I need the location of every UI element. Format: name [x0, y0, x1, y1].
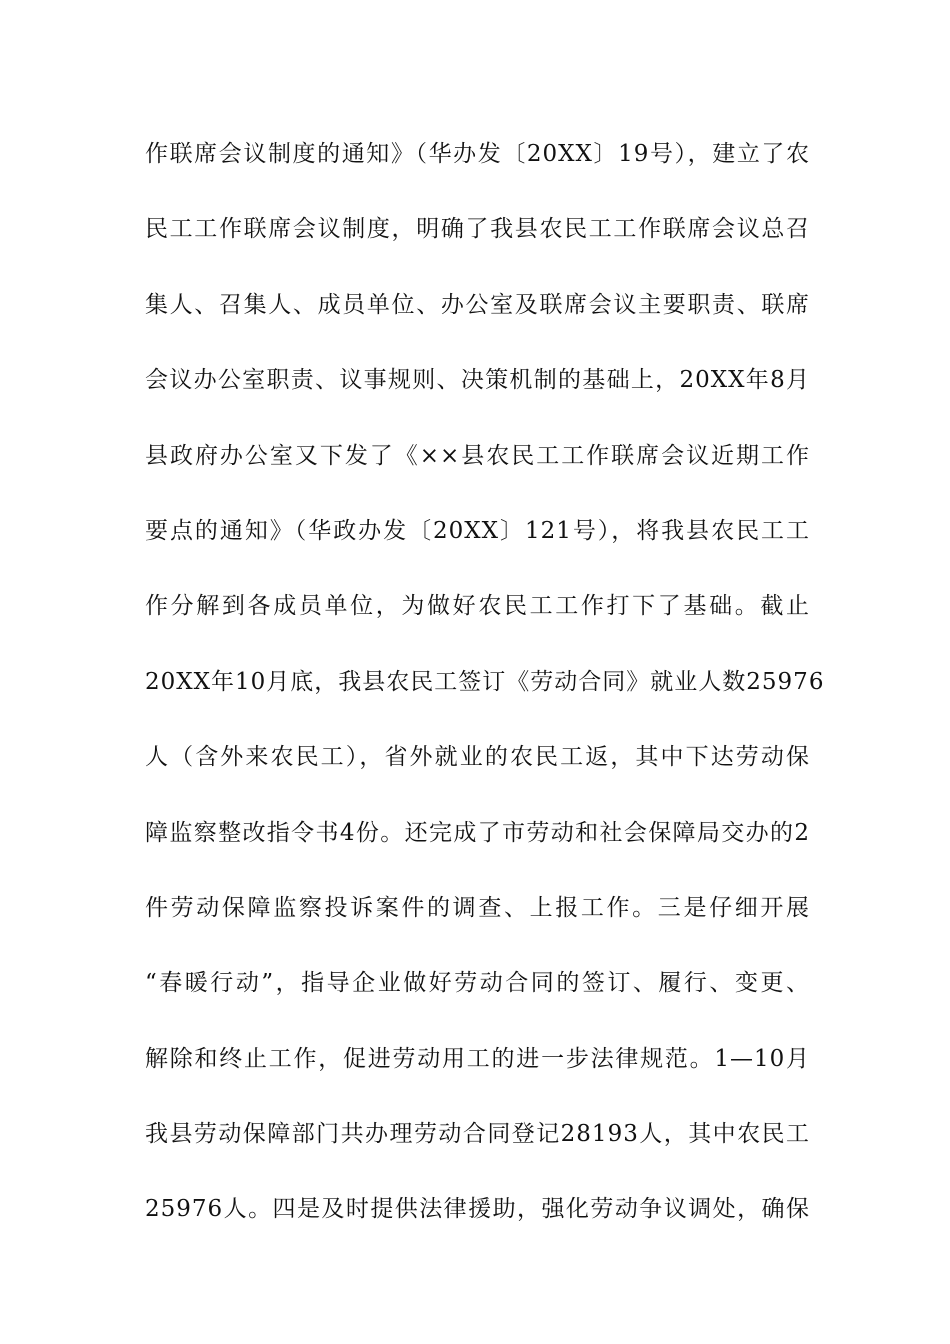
text-line-10: 障监察整改指令书4份。还完成了市劳动和社会保障局交办的2: [145, 819, 810, 846]
text-line-13: 解除和终止工作，促进劳动用工的进一步法律规范。1—10月: [145, 1045, 810, 1072]
text-line-5: 县政府办公室又下发了《××县农民工工作联席会议近期工作: [145, 442, 810, 469]
text-line-8: 20XX年10月底，我县农民工签订《劳动合同》就业人数25976: [145, 668, 825, 695]
text-line-3: 集人、召集人、成员单位、办公室及联席会议主要职责、联席: [145, 291, 810, 318]
text-line-14: 我县劳动保障部门共办理劳动合同登记28193人，其中农民工: [145, 1121, 810, 1148]
text-line-7: 作分解到各成员单位，为做好农民工工作打下了基础。截止: [145, 593, 810, 620]
text-line-9: 人（含外来农民工），省外就业的农民工返，其中下达劳动保: [145, 744, 810, 771]
text-line-11: 件劳动保障监察投诉案件的调查、上报工作。三是仔细开展: [145, 894, 810, 921]
text-line-1: 作联席会议制度的通知》（华办发〔20XX〕19号），建立了农: [145, 141, 810, 167]
text-line-6: 要点的通知》（华政办发〔20XX〕121号），将我县农民工工: [145, 517, 810, 544]
text-line-2: 民工工作联席会议制度，明确了我县农民工工作联席会议总召: [145, 216, 810, 243]
text-line-15: 25976人。四是及时提供法律援助，强化劳动争议调处，确保: [145, 1196, 810, 1223]
body-paragraph: [145, 128, 825, 1259]
text-line-12: “春暖行动”，指导企业做好劳动合同的签订、履行、变更、: [145, 970, 810, 997]
text-line-4: 会议办公室职责、议事规则、决策机制的基础上，20XX年8月: [145, 367, 810, 394]
